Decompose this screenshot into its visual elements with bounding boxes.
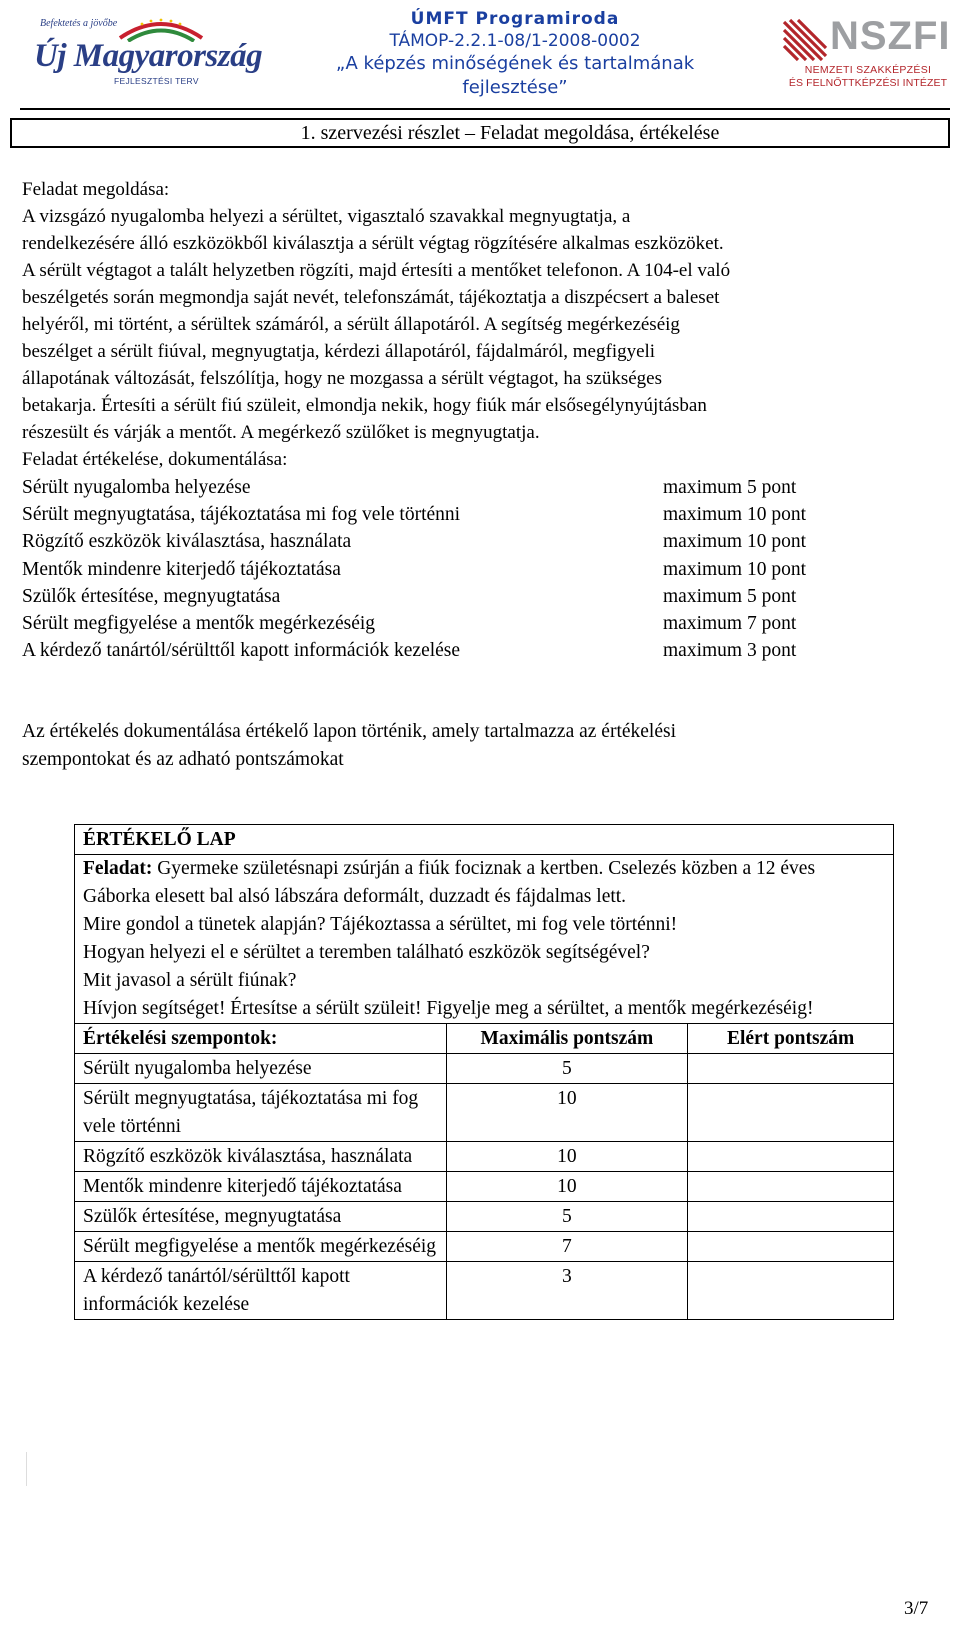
project-title-line2: fejlesztése” — [462, 77, 568, 98]
column-header-criteria: Értékelési szempontok: — [75, 1024, 447, 1054]
table-row — [75, 1084, 894, 1142]
criterion-row — [22, 637, 922, 665]
sheet-header-row — [75, 1024, 894, 1054]
column-header-max: Maximális pontszám — [446, 1024, 688, 1054]
margin-mark — [26, 1452, 27, 1486]
evaluation-sheet-table — [74, 824, 894, 1320]
achieved-score-cell[interactable] — [688, 1262, 894, 1320]
header-divider — [20, 108, 950, 110]
criterion-points: maximum 10 pont — [663, 531, 806, 552]
criterion-label: Sérült megfigyelése a mentők megérkezéséig — [22, 613, 376, 634]
achieved-score-cell[interactable] — [688, 1084, 894, 1142]
solution-line: beszélget a sérült fiúval, megnyugtatja, kérdezi állapotáról, fájdalmáról, megfigyeli — [22, 341, 656, 362]
table-row — [75, 1232, 894, 1262]
achieved-score-cell[interactable] — [688, 1142, 894, 1172]
project-code: TÁMOP-2.2.1-08/1-2008-0002 — [389, 31, 641, 51]
solution-line: állapotának változását, felszólítja, hogy ne mozgassa a sérült végtagot, ha szükséges — [22, 368, 662, 389]
table-row — [75, 1172, 894, 1202]
criterion-row — [22, 474, 922, 502]
max-score-cell: 10 — [446, 1172, 688, 1202]
max-score-cell: 3 — [446, 1262, 688, 1320]
criterion-label: A kérdező tanártól/sérülttől kapott információk kezelése — [22, 640, 461, 661]
section-title-box — [10, 118, 950, 148]
max-score-cell: 5 — [446, 1054, 688, 1084]
criterion-row — [22, 556, 922, 584]
criterion-cell: Sérült nyugalomba helyezése — [75, 1054, 447, 1084]
solution-line: helyéről, mi történt, a sérültek számáról, a sérült állapotáról. A segítség megérkezéséig — [22, 314, 680, 335]
criterion-cell: Rögzítő eszközök kiválasztása, használata — [75, 1142, 447, 1172]
solution-heading: Feladat megoldása: — [22, 179, 170, 200]
sheet-question: Mit javasol a sérült fiúnak? — [83, 970, 297, 991]
page-header — [0, 0, 960, 112]
program-office-heading — [300, 8, 730, 100]
documentation-note-line: szempontokat és az adható pontszámokat — [22, 749, 344, 770]
achieved-score-cell[interactable] — [688, 1172, 894, 1202]
page-number: 3/7 — [904, 1598, 929, 1619]
evaluation-heading: Feladat értékelése, dokumentálása: — [22, 449, 288, 470]
solution-line: részesült és várják a mentőt. A megérkező szülőket is megnyugtatja. — [22, 422, 540, 443]
column-header-achieved: Elért pontszám — [688, 1024, 894, 1054]
criterion-label: Sérült megnyugtatása, tájékoztatása mi fog vele történni — [22, 504, 461, 525]
criterion-cell: Sérült megnyugtatása, tájékoztatása mi fog vele történni — [75, 1084, 447, 1142]
solution-line: A sérült végtagot a talált helyzetben rögzíti, majd értesíti a mentőket telefonon. A 104-el való — [22, 260, 731, 281]
program-office-name: ÚMFT Programiroda — [410, 9, 620, 29]
criterion-label: Sérült nyugalomba helyezése — [22, 477, 251, 498]
criterion-label: Szülők értesítése, megnyugtatása — [22, 586, 281, 607]
criterion-points: maximum 5 pont — [663, 586, 797, 607]
criterion-points: maximum 5 pont — [663, 477, 797, 498]
sheet-question: Mire gondol a tünetek alapján? Tájékoztassa a sérültet, mi fog vele történni! — [83, 914, 678, 935]
criterion-cell: Sérült megfigyelése a mentők megérkezéséig — [75, 1232, 447, 1262]
uj-magyarorszag-logo — [30, 12, 263, 92]
section-title: 1. szervezési részlet – Feladat megoldása, értékelése — [300, 122, 720, 144]
nszfi-subtitle-2: ÉS FELNŐTTKÉPZÉSI INTÉZET — [788, 77, 948, 89]
solution-line: rendelkezésére álló eszközökből kiválasztja a sérült végtag rögzítésére alkalmas eszközöket. — [22, 233, 724, 254]
criterion-label: Mentők mindenre kiterjedő tájékoztatása — [22, 559, 341, 580]
nszfi-logo — [782, 16, 954, 92]
achieved-score-cell[interactable] — [688, 1054, 894, 1084]
project-title-line1: „A képzés minőségének és tartalmának — [335, 53, 695, 74]
sheet-task-label: Feladat: — [83, 858, 153, 879]
criterion-points: maximum 10 pont — [663, 559, 806, 580]
nszfi-emblem-icon — [782, 16, 828, 62]
table-row — [75, 1142, 894, 1172]
max-score-cell: 10 — [446, 1142, 688, 1172]
documentation-note-line: Az értékelés dokumentálása értékelő lapon történik, amely tartalmazza az értékelési — [22, 721, 677, 742]
criterion-row — [22, 583, 922, 611]
max-score-cell: 10 — [446, 1084, 688, 1142]
criterion-row — [22, 528, 922, 556]
solution-line: A vizsgázó nyugalomba helyezi a sérültet, vigasztaló szavakkal megnyugtatja, a — [22, 206, 631, 227]
sheet-task-cell — [75, 855, 894, 1024]
max-score-cell: 7 — [446, 1232, 688, 1262]
criterion-cell: Mentők mindenre kiterjedő tájékoztatása — [75, 1172, 447, 1202]
logo-subtitle: FEJLESZTÉSI TERV — [114, 76, 199, 86]
achieved-score-cell[interactable] — [688, 1232, 894, 1262]
sheet-question: Hívjon segítséget! Értesítse a sérült szüleit! Figyelje meg a sérültet, a mentők megérkezéséig! — [83, 998, 814, 1019]
sheet-task — [83, 855, 885, 911]
nszfi-wordmark: NSZFI — [830, 14, 951, 58]
criterion-points: maximum 7 pont — [663, 613, 797, 634]
sheet-task-text: Gyermeke születésnapi zsúrján a fiúk fociznak a kertben. Cselezés közben a 12 éves Gáborka elesett bal alsó lábszára deformált, duzzadt és fájdalmas lett. — [83, 858, 816, 907]
logo-tagline: Befektetés a jövőbe — [40, 18, 118, 29]
table-row — [75, 1054, 894, 1084]
sheet-title: ÉRTÉKELŐ LAP — [75, 825, 894, 855]
sheet-question: Hogyan helyezi el e sérültet a teremben található eszközök segítségével? — [83, 942, 650, 963]
logo-name: Új Magyarország — [34, 38, 263, 74]
criterion-cell: A kérdező tanártól/sérülttől kapott információk kezelése — [75, 1262, 447, 1320]
criterion-row — [22, 501, 922, 529]
criterion-row — [22, 610, 922, 638]
max-score-cell: 5 — [446, 1202, 688, 1232]
table-row — [75, 1262, 894, 1320]
criterion-cell: Szülők értesítése, megnyugtatása — [75, 1202, 447, 1232]
criterion-label: Rögzítő eszközök kiválasztása, használata — [22, 531, 352, 552]
solution-line: betakarja. Értesíti a sérült fiú szüleit, elmondja nekik, hogy fiúk már elsősegélynyújtásban — [22, 395, 707, 416]
achieved-score-cell[interactable] — [688, 1202, 894, 1232]
nszfi-subtitle-1: NEMZETI SZAKKÉPZÉSI — [804, 64, 932, 76]
solution-line: beszélgetés során megmondja saját nevét, telefonszámát, tájékoztatja a diszpécsert a baleset — [22, 287, 720, 308]
criterion-points: maximum 10 pont — [663, 504, 806, 525]
criterion-points: maximum 3 pont — [663, 640, 797, 661]
table-row — [75, 1202, 894, 1232]
